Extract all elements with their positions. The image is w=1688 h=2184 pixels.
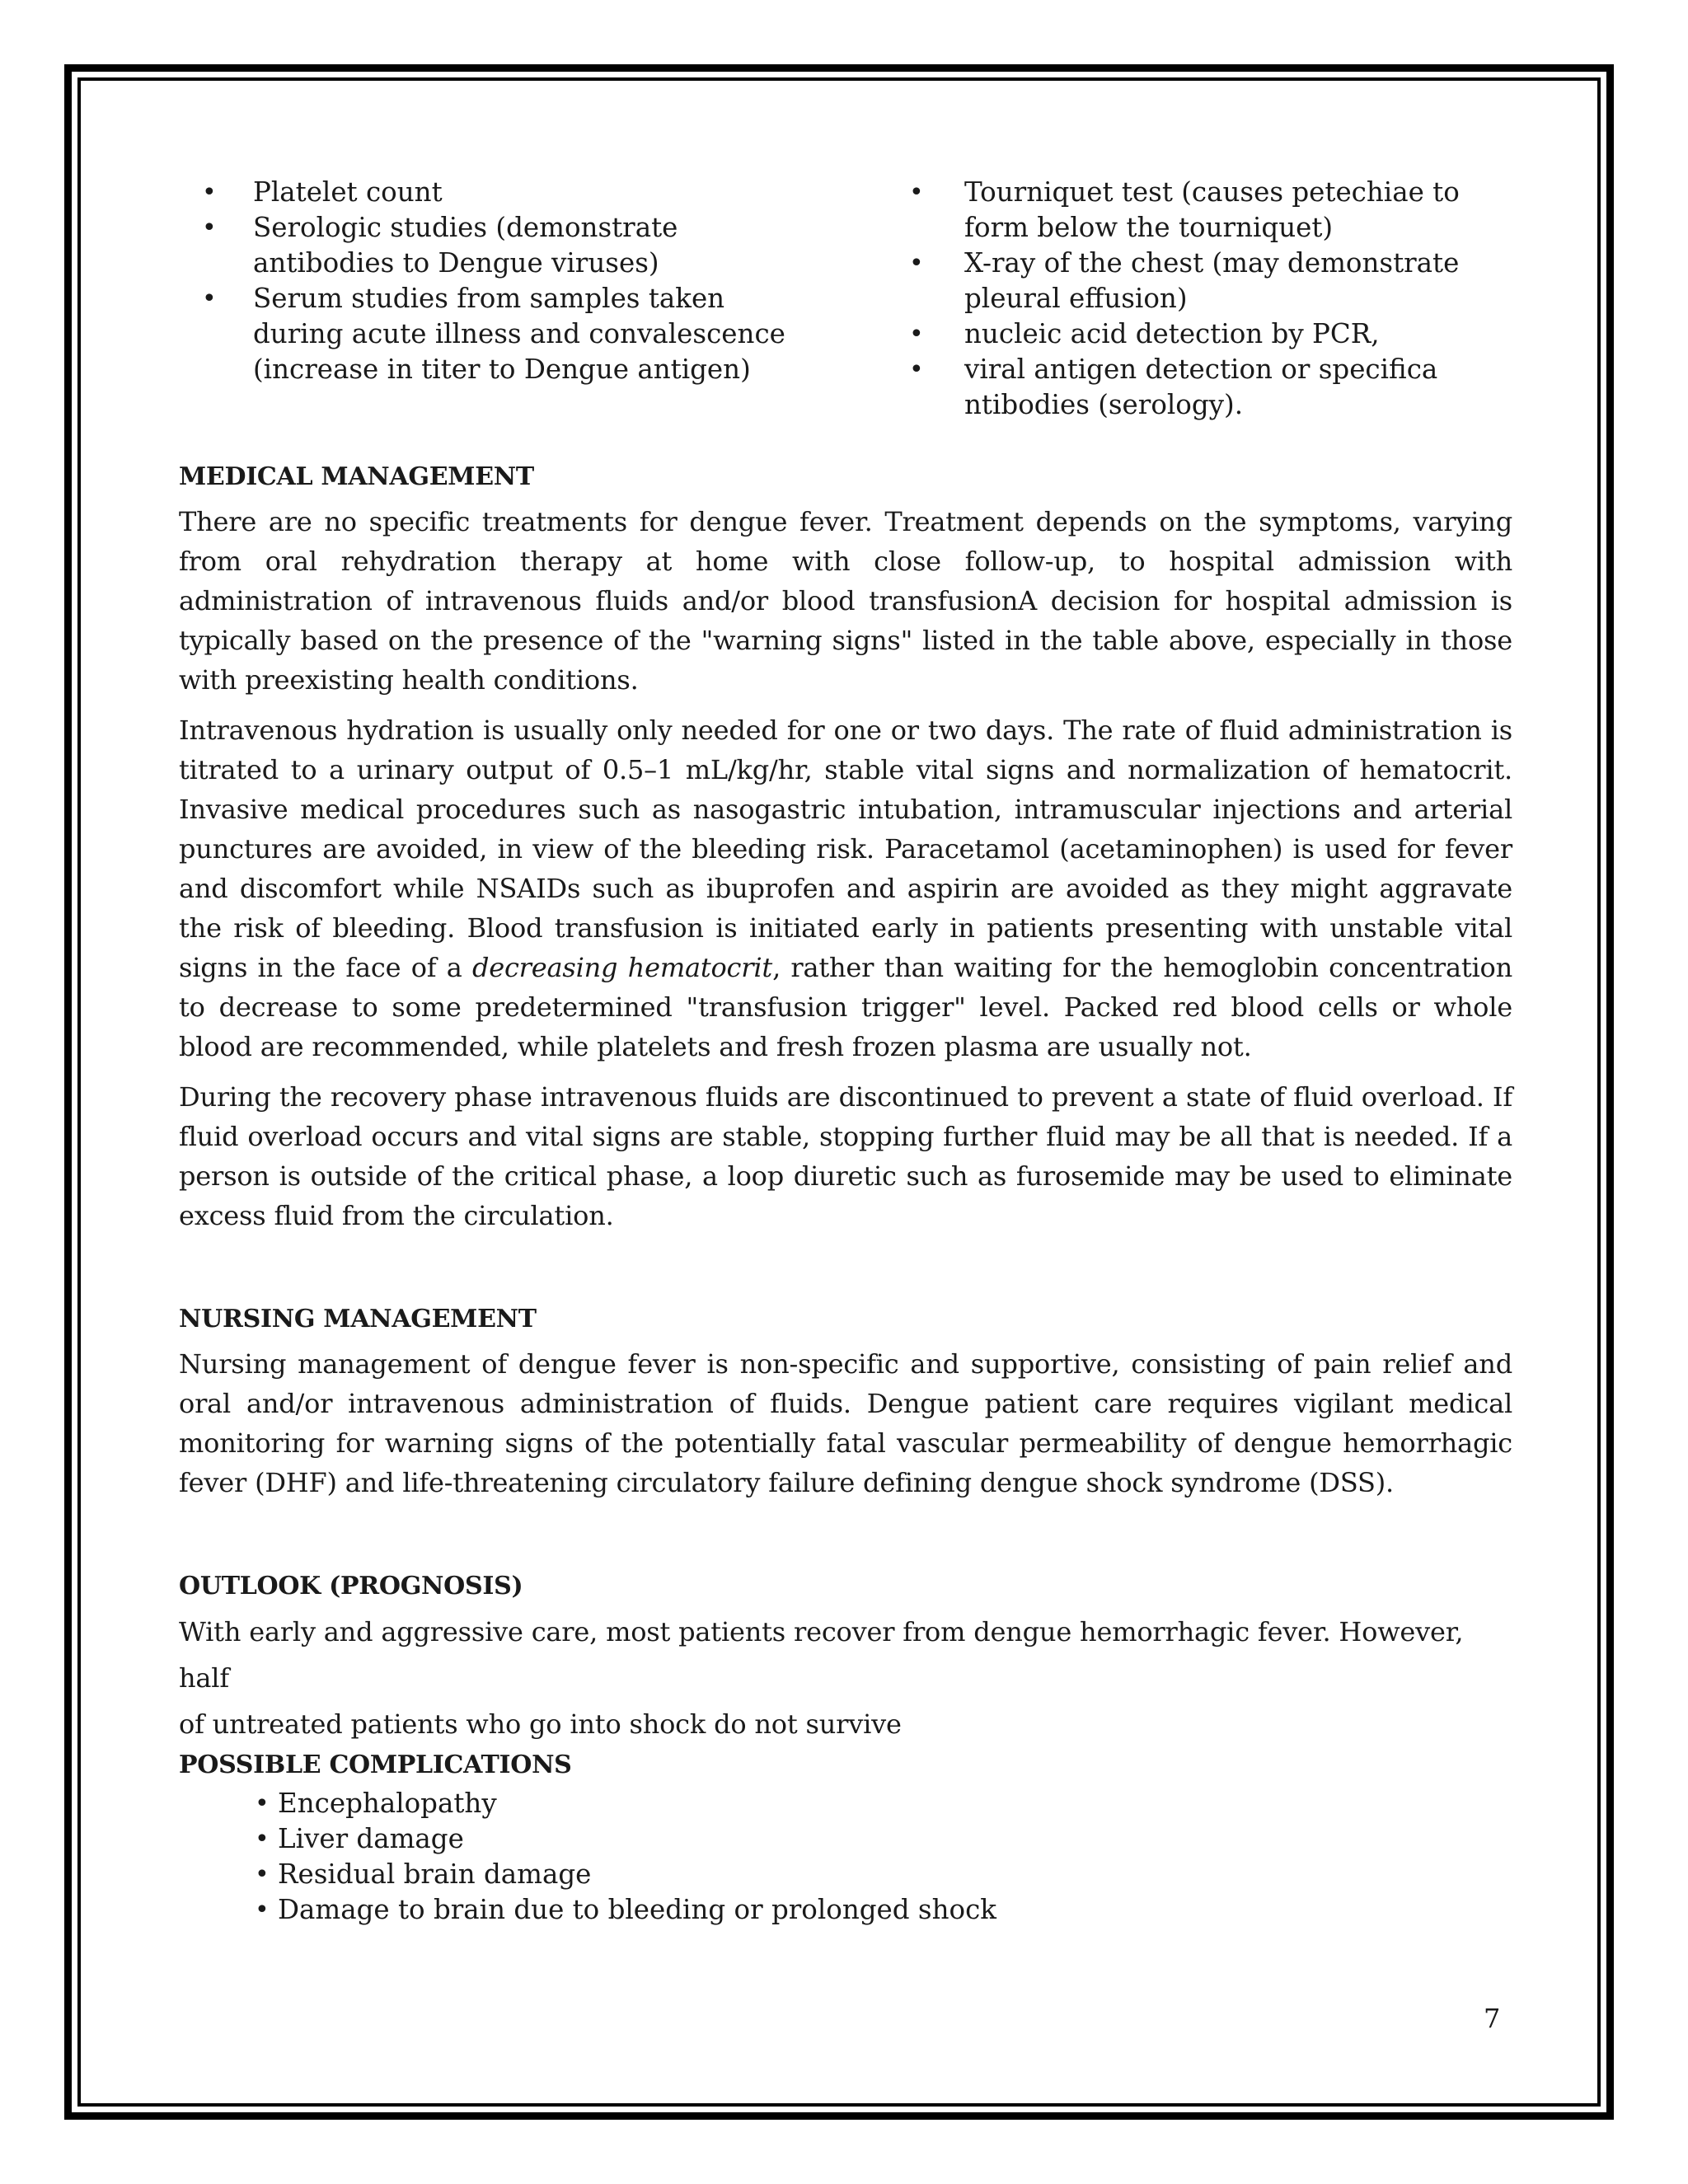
medical-management-heading: MEDICAL MANAGEMENT [179, 462, 534, 491]
list-item: • Platelet count [179, 175, 805, 210]
medical-paragraph-3: During the recovery phase intravenous fluids are discontinued to prevent a state of fluid overload. If fluid overload occurs and vital signs are stable, stopping further fluid may be all that is needed. If a person is outside of the critical phase, a loop diuretic such as furosemide may be used to eliminate excess fluid from the circulation. [179, 1081, 1512, 1231]
tests-left-list [179, 175, 805, 387]
page-number: 7 [1484, 2003, 1501, 2034]
medical-paragraph-2-part-2: , rather than waiting for the hemoglobin concentration to decrease to some predetermined "transfusion trigger" level. Packed red blood cells or whole blood are recommended, while platelets and fresh frozen plasma are usually not. [179, 952, 1512, 1062]
tests-left-column [179, 175, 805, 423]
tests-columns [179, 175, 1512, 423]
list-item: • Encephalopathy [179, 1786, 1512, 1821]
medical-paragraph-2-part-1: Intravenous hydration is usually only needed for one or two days. The rate of fluid administration is titrated to a urinary output of 0.5–1 mL/kg/hr, stable vital signs and normalization of hematocrit. Invasive medical procedures such as nasogastric intubation, intramuscular injections and arterial punctures are avoided, in view of the bleeding risk. Paracetamol (acetaminophen) is used for fever and discomfort while NSAIDs such as ibuprofen and aspirin are avoided as they might aggravate the risk of bleeding. Blood transfusion is initiated early in patients presenting with unstable vital signs in the face of a [179, 715, 1512, 983]
medical-paragraph-2-emphasis: decreasing hematocrit [471, 952, 773, 983]
list-item: • Serologic studies (demonstrate antibodies to Dengue viruses) [179, 210, 805, 281]
nursing-paragraph: Nursing management of dengue fever is non-specific and supportive, consisting of pain relief and oral and/or intravenous administration of fluids. Dengue patient care requires vigilant medical monitoring for warning signs of the potentially fatal vascular permeability of dengue hemorrhagic fever (DHF) and life-threatening circulatory failure defining dengue shock syndrome (DSS). [179, 1348, 1512, 1498]
list-item: • Liver damage [179, 1821, 1512, 1857]
outlook-heading: OUTLOOK (PROGNOSIS) [179, 1572, 523, 1601]
outlook-paragraph [179, 1609, 1512, 1747]
list-item: • nucleic acid detection by PCR, [893, 316, 1512, 352]
page-content [179, 175, 1512, 1928]
outlook-line-1: With early and aggressive care, most patients recover from dengue hemorrhagic fever. However, half [179, 1616, 1464, 1694]
list-item: • Residual brain damage [179, 1857, 1512, 1892]
medical-paragraph-1: There are no specific treatments for dengue fever. Treatment depends on the symptoms, varying from oral rehydration therapy at home with close follow-up, to hospital admission with administration of intravenous fluids and/or blood transfusionA decision for hospital admission is typically based on the presence of the "warning signs" listed in the table above, especially in those with preexisting health conditions. [179, 506, 1512, 696]
list-item: • Serum studies from samples taken during acute illness and convalescence (increase in titer to Dengue antigen) [179, 281, 805, 387]
nursing-management-heading: NURSING MANAGEMENT [179, 1305, 537, 1333]
tests-right-column [893, 175, 1512, 423]
complications-list [179, 1786, 1512, 1928]
list-item: • viral antigen detection or specifica ntibodies (serology). [893, 352, 1512, 423]
list-item: • X-ray of the chest (may demonstrate pleural effusion) [893, 246, 1512, 316]
list-item: • Tourniquet test (causes petechiae to form below the tourniquet) [893, 175, 1512, 246]
list-item: • Damage to brain due to bleeding or prolonged shock [179, 1892, 1512, 1928]
tests-right-list [893, 175, 1512, 423]
possible-complications-heading: POSSIBLE COMPLICATIONS [179, 1750, 572, 1779]
outlook-line-2: of untreated patients who go into shock do not survive [179, 1708, 902, 1740]
medical-paragraph-2 [179, 710, 1512, 1066]
